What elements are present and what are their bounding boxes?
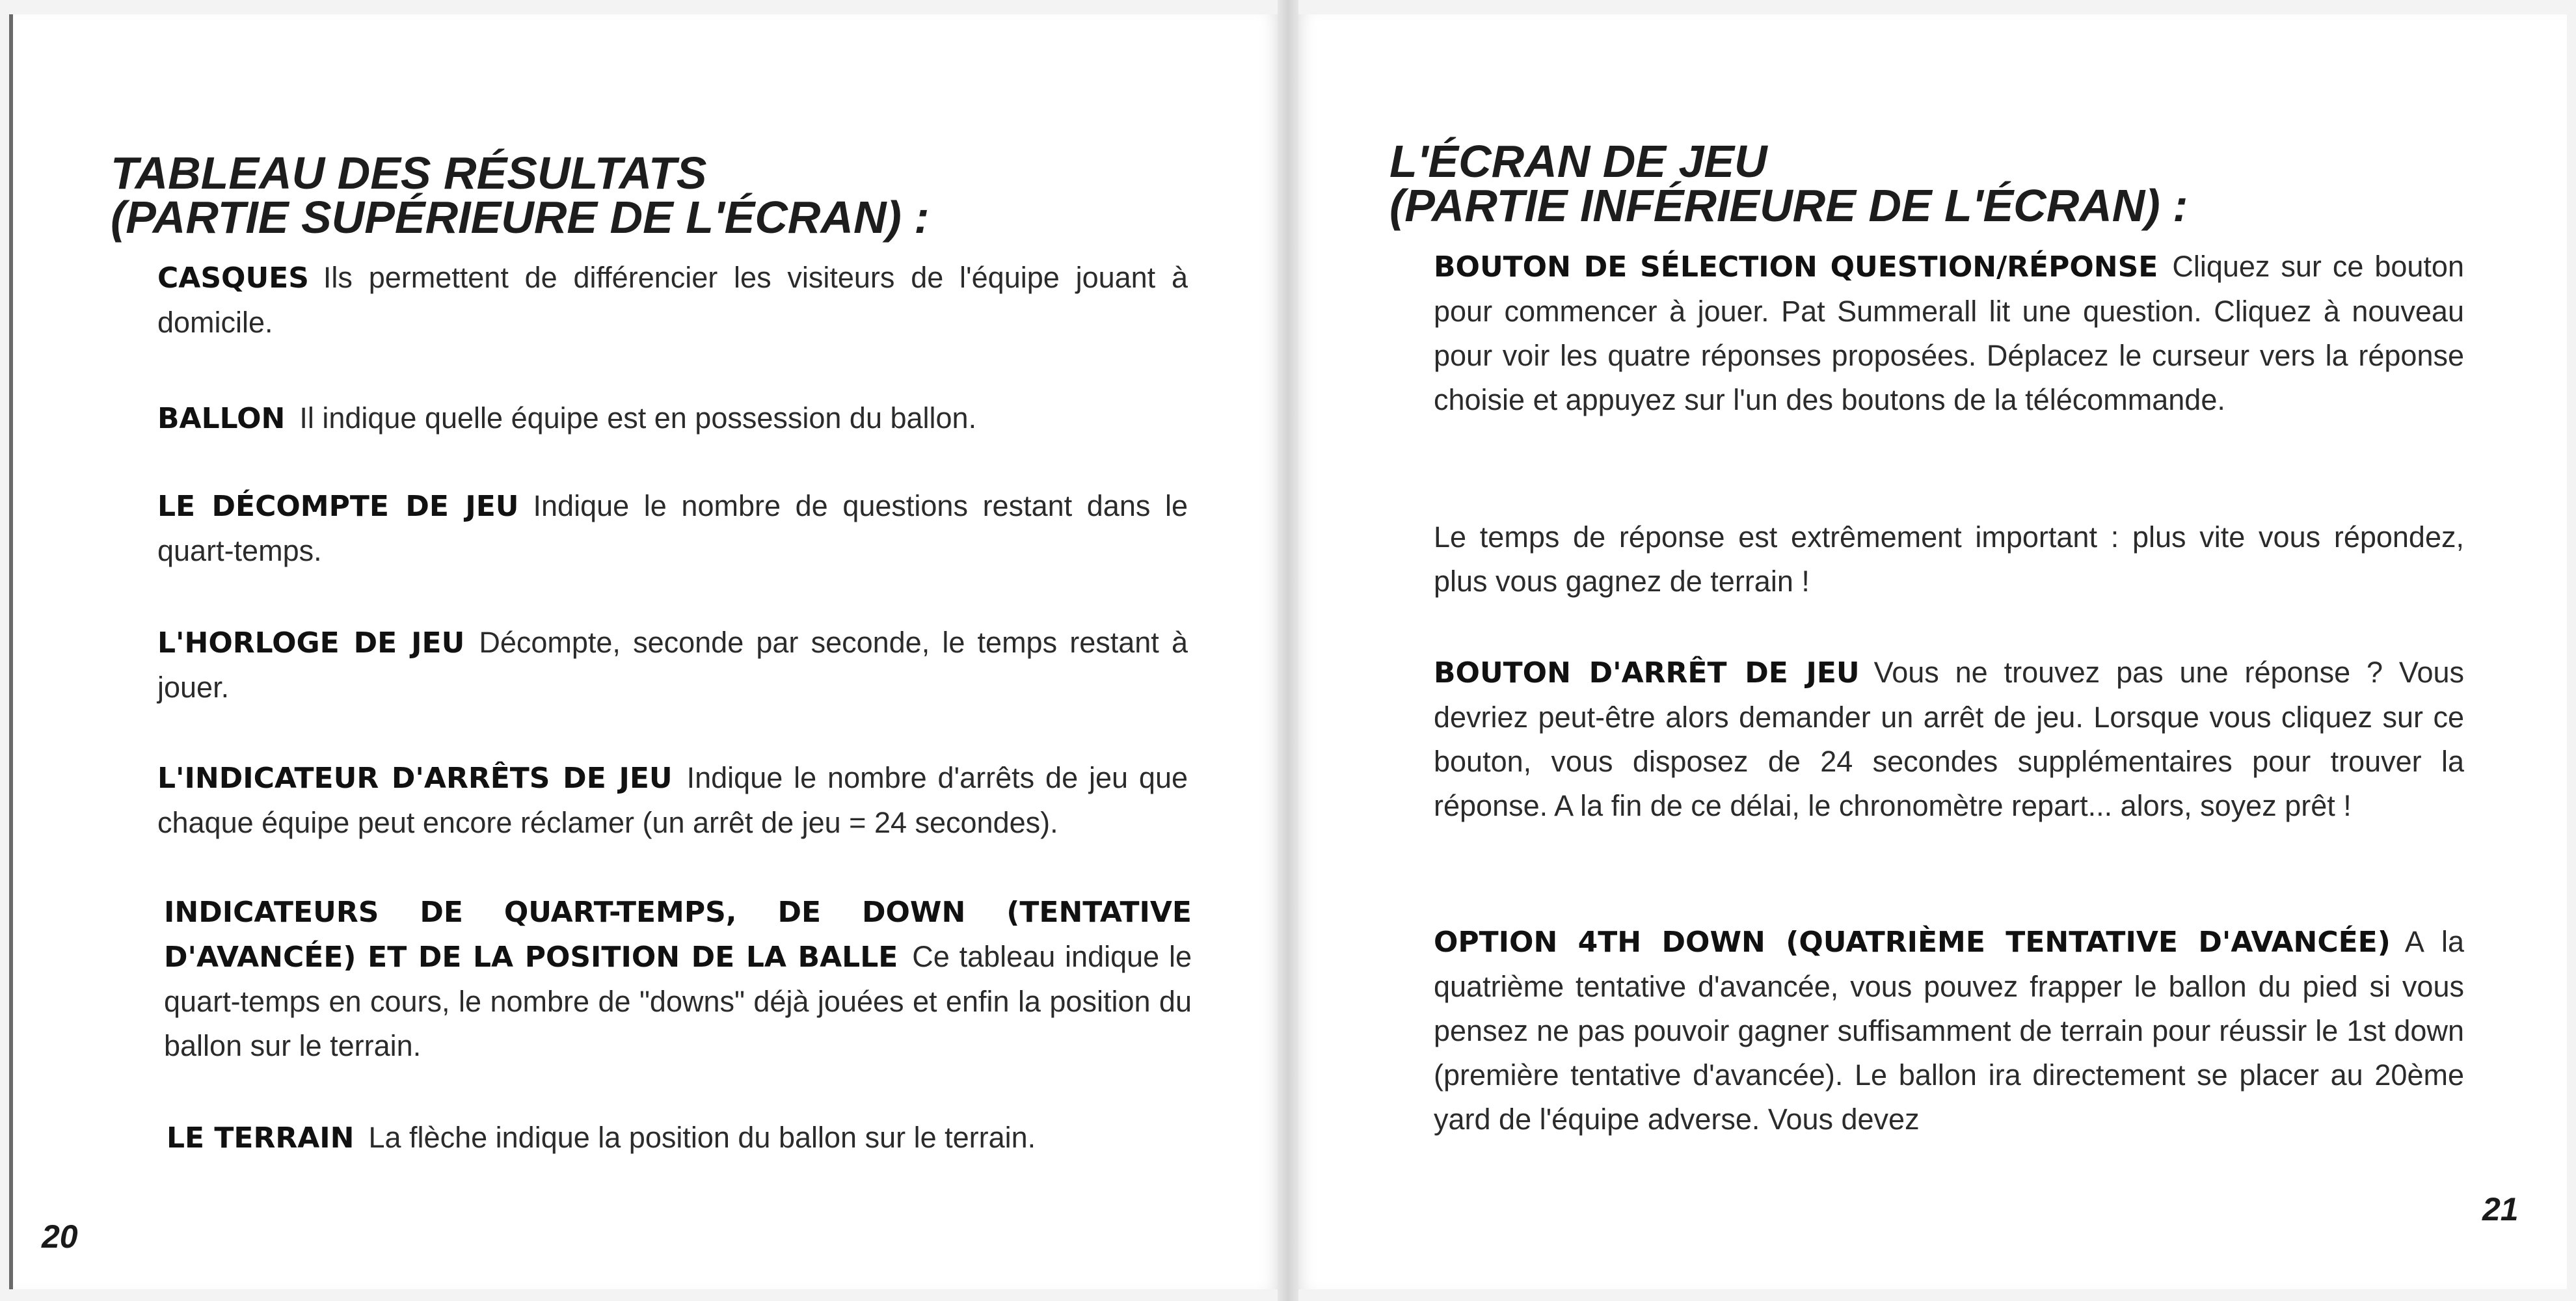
desc-terrain: La flèche indique la position du ballon sur le terrain.	[368, 1121, 1036, 1154]
term-indicateur-arrets: L'INDICATEUR D'ARRÊTS DE JEU	[157, 762, 673, 795]
right-heading-line1: L'ÉCRAN DE JEU	[1389, 136, 1767, 187]
item-indicateur-arrets	[157, 756, 1188, 845]
term-bouton-arret: BOUTON D'ARRÊT DE JEU	[1434, 656, 1860, 690]
left-page-heading	[111, 148, 930, 243]
item-temps-reponse	[1434, 515, 2464, 604]
left-heading-line1: TABLEAU DES RÉSULTATS	[111, 148, 707, 198]
desc-horloge: Décompte, seconde par seconde, le temps restant à jouer.	[157, 626, 1188, 704]
term-bouton-selection: BOUTON DE SÉLECTION QUESTION/RÉPONSE	[1434, 250, 2158, 284]
item-bouton-selection	[1434, 245, 2464, 422]
item-decompte	[157, 484, 1188, 573]
left-page	[9, 14, 1278, 1289]
term-terrain: LE TERRAIN	[167, 1121, 355, 1155]
desc-indicateurs-quart-temps: Ce tableau indique le quart-temps en cours, le nombre de "downs" déjà jouées et enfin la position du ballon sur le terrain.	[164, 940, 1192, 1062]
item-bouton-arret	[1434, 650, 2464, 828]
item-option-4th-down	[1434, 920, 2464, 1142]
desc-indicateur-arrets: Indique le nombre d'arrêts de jeu que chaque équipe peut encore réclamer (un arrêt de jeu = 24 secondes).	[157, 761, 1188, 839]
term-option-4th-down: OPTION 4TH DOWN (QUATRIÈME TENTATIVE D'AVANCÉE)	[1434, 926, 2391, 959]
desc-bouton-arret: Vous ne trouvez pas une réponse ? Vous devriez peut-être alors demander un arrêt de jeu. Lorsque vous cliquez sur ce bouton, vous disposez de 24 secondes supplémentaires pour trouver la réponse. A la fin de ce délai, le chronomètre repart... alors, soyez prêt !	[1434, 656, 2465, 822]
desc-bouton-selection: Cliquez sur ce bouton pour commencer à jouer. Pat Summerall lit une question. Cliquez à nouveau pour voir les quatre réponses proposées. Déplacez le curseur vers la réponse choisie et appuyez sur l'un des boutons de la télécommande.	[1434, 250, 2464, 416]
term-decompte: LE DÉCOMPTE DE JEU	[157, 490, 519, 523]
left-page-number: 20	[42, 1218, 78, 1255]
desc-casques: Ils permettent de différencier les visiteurs de l'équipe jouant à domicile.	[157, 261, 1188, 339]
right-page-heading	[1389, 136, 2188, 231]
item-ballon	[157, 396, 1188, 441]
term-indicateurs-quart-temps: INDICATEURS DE QUART-TEMPS, DE DOWN (TENTATIVE D'AVANCÉE) ET DE LA POSITION DE LA BALLE	[164, 896, 1192, 974]
item-horloge	[157, 621, 1188, 710]
term-horloge: L'HORLOGE DE JEU	[157, 626, 465, 660]
item-indicateurs-quart-temps	[164, 890, 1192, 1068]
right-heading-line2: (PARTIE INFÉRIEURE DE L'ÉCRAN) :	[1389, 180, 2188, 231]
desc-option-4th-down: A la quatrième tentative d'avancée, vous pouvez frapper le ballon du pied si vous pensez ne pas pouvoir gagner suffisamment de terrain pour réussir le 1st down (première tentative d'avancée). Le ballon ira directement se placer au 20ème yard de l'équipe adverse. Vous devez	[1434, 925, 2464, 1136]
desc-temps-reponse: Le temps de réponse est extrêmement important : plus vite vous répondez, plus vous gagnez de terrain !	[1434, 520, 2464, 598]
right-page	[1298, 14, 2567, 1289]
term-casques: CASQUES	[157, 262, 309, 295]
desc-ballon: Il indique quelle équipe est en possession du ballon.	[299, 401, 977, 435]
book-gutter	[1278, 0, 1298, 1301]
desc-decompte: Indique le nombre de questions restant dans le quart-temps.	[157, 489, 1188, 567]
item-terrain	[167, 1116, 1194, 1160]
term-ballon: BALLON	[157, 402, 286, 435]
right-page-number: 21	[2482, 1191, 2519, 1227]
item-casques	[157, 256, 1188, 345]
left-heading-line2: (PARTIE SUPÉRIEURE DE L'ÉCRAN) :	[111, 192, 930, 243]
